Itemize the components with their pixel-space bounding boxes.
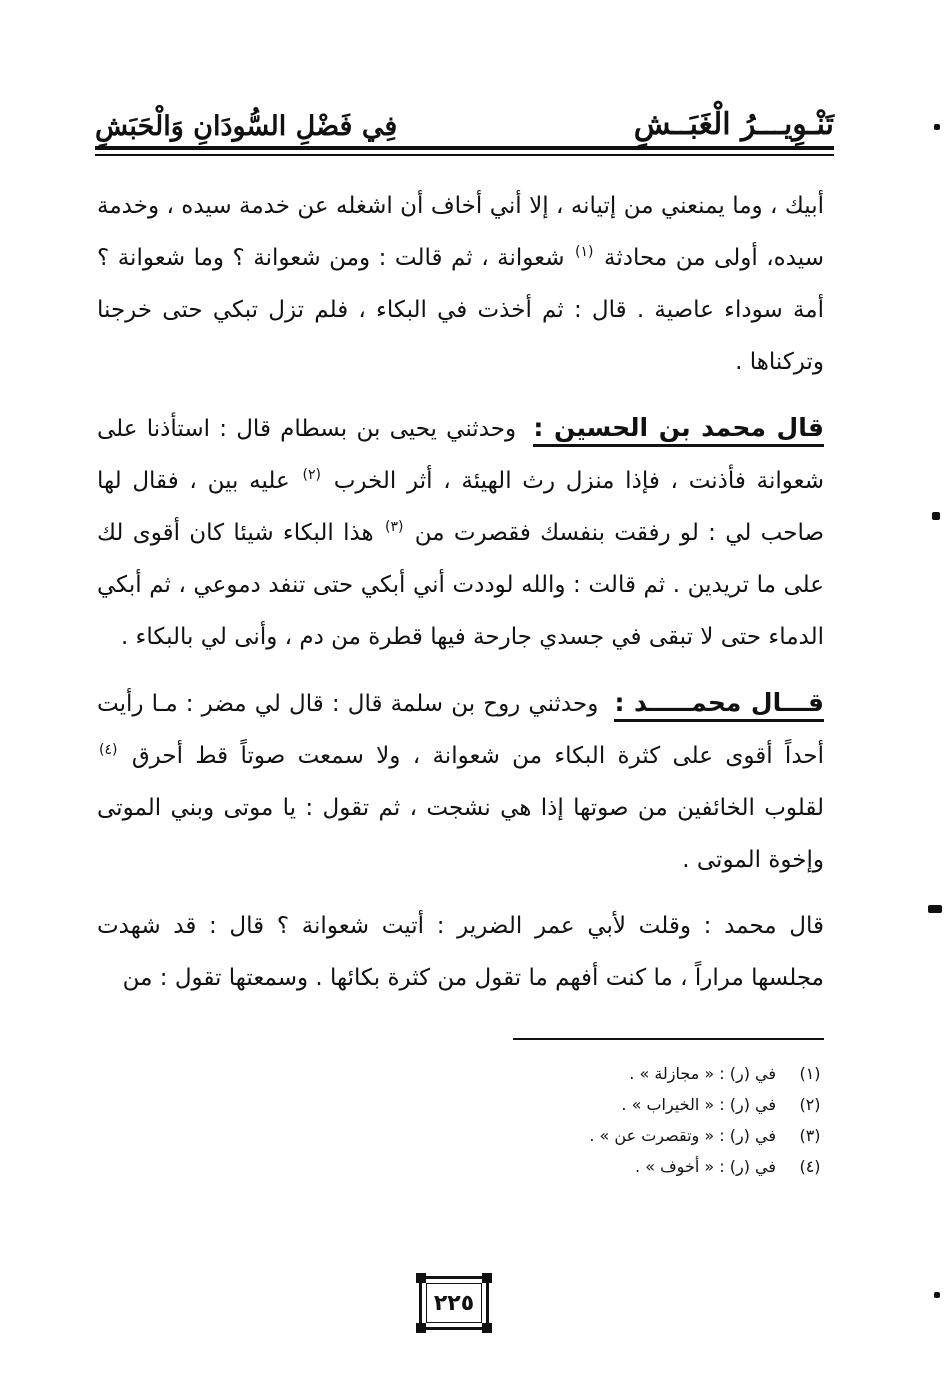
header-rule-thin bbox=[95, 154, 834, 156]
footnote-separator bbox=[513, 1038, 824, 1040]
paragraph-2-text-c: هذا البكاء شيئا كان أقوى لك على ما تريدين . ثم قالت : والله لوددت أني أبكي حتى تنفد دموعي ، ثم أبكي الدماء حتى لا تبقى في جسدي جارحة فيها قطرة من دم ، وأنى لي بالبكاء . bbox=[97, 520, 824, 650]
footnote-number: (١) bbox=[799, 1064, 821, 1083]
frame-corner bbox=[416, 1323, 426, 1333]
scan-speck bbox=[932, 512, 940, 520]
footnote-ref-3: (٣) bbox=[384, 519, 404, 536]
scan-speck bbox=[928, 905, 942, 913]
footnote bbox=[492, 1089, 822, 1120]
footnote-number: (٣) bbox=[799, 1126, 821, 1145]
scan-speck bbox=[934, 124, 940, 130]
frame-corner bbox=[482, 1273, 492, 1283]
footnote-ref-4: (٤) bbox=[99, 742, 118, 759]
page-number-frame bbox=[419, 1276, 489, 1330]
footnote-text: في (ر) : « وتقصرت عن » . bbox=[589, 1126, 776, 1145]
footnote-text: في (ر) : « أخوف » . bbox=[635, 1157, 776, 1176]
footnote bbox=[492, 1151, 822, 1182]
paragraph-3-text-b: لقلوب الخائفين من صوتها إذا هي نشجت ، ثم تقول : يا موتى وبني الموتى وإخوة الموتى . bbox=[97, 795, 824, 873]
frame-corner bbox=[416, 1273, 426, 1283]
frame-corner bbox=[482, 1323, 492, 1333]
paragraph-4 bbox=[97, 900, 824, 1004]
header-rule-thick bbox=[95, 146, 834, 150]
paragraph-1 bbox=[97, 180, 824, 388]
scan-speck bbox=[934, 1292, 940, 1298]
speaker-heading: قـــال محمـــــد : bbox=[614, 688, 824, 722]
speaker-heading: قال محمد بن الحسين : bbox=[533, 413, 824, 447]
paragraph-4-text: قال محمد : وقلت لأبي عمر الضرير : أتيت شعوانة ؟ قال : قد شهدت مجلسها مراراً ، ما كنت أفهم ما تقول من كثرة بكائها . وسمعتها تقول : من bbox=[97, 913, 824, 991]
footnote-number: (٢) bbox=[799, 1095, 821, 1114]
footnote-ref-2: (٢) bbox=[302, 467, 321, 484]
paragraph-2-text-b: عليه بين ، فقال لها صاحب لي : لو رفقت بنفسك فقصرت من bbox=[97, 468, 825, 546]
paragraph-2 bbox=[97, 402, 824, 663]
running-header bbox=[95, 82, 834, 142]
page-number: ٢٢٥ bbox=[433, 1290, 475, 1316]
footnote-ref-1: (١) bbox=[575, 244, 594, 261]
footnote-text: في (ر) : « الخيراب » . bbox=[621, 1095, 776, 1114]
footnote bbox=[492, 1120, 822, 1151]
book-title: تَنْـوِيـــرُ الْغَبَــشِ bbox=[633, 107, 834, 142]
footnote-number: (٤) bbox=[799, 1157, 821, 1176]
paragraph-1-text-cont: شعوانة ، ثم قالت : ومن شعوانة ؟ وما شعوانة ؟ أمة سوداء عاصية . قال : ثم أخذت في البكاء ، فلم تزل تبكي حتى خرجنا وتركناها . bbox=[97, 245, 824, 375]
paragraph-3-text-a: وحدثني روح بن سلمة قال : قال لي مضر : مـا رأيت أحداً أقوى على كثرة البكاء من شعوانة ، ولا سمعت صوتاً قط أحرق bbox=[97, 691, 825, 769]
footnote bbox=[492, 1058, 822, 1089]
chapter-title: فِي فَضْلِ السُّودَانِ وَالْحَبَشِ bbox=[95, 111, 398, 142]
paragraph-1-text: أبيك ، وما يمنعني من إتيانه ، إلا أني أخاف أن اشغله عن خدمة سيده ، وخدمة سيده، أولى من محادثة bbox=[97, 193, 824, 271]
footnote-text: في (ر) : « مجازلة » . bbox=[629, 1064, 776, 1083]
footnotes bbox=[492, 1058, 822, 1182]
main-text bbox=[97, 180, 824, 1018]
paragraph-2-text-a: وحدثني يحيى بن بسطام قال : استأذنا على شعوانة فأذنت ، فإذا منزل رث الهيئة ، أثر الخرب bbox=[97, 416, 825, 494]
paragraph-3 bbox=[97, 677, 824, 886]
